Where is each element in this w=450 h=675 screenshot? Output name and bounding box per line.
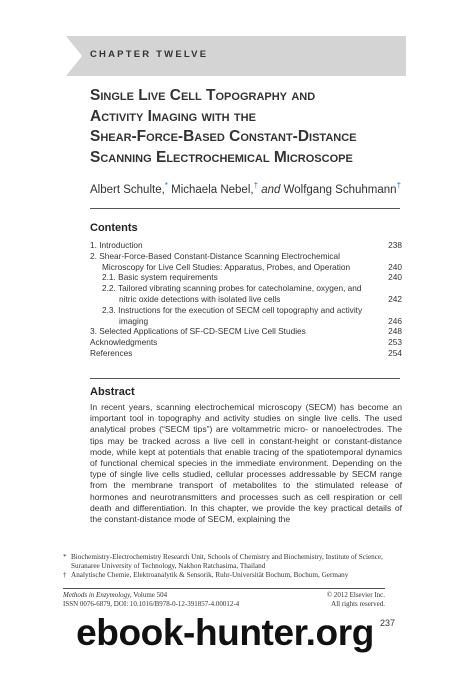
toc-text: References (90, 347, 133, 358)
toc-item[interactable] (90, 305, 402, 327)
footnote-mark: * (63, 553, 67, 561)
title-line: Shear-Force-Based Constant-Distance (90, 128, 357, 145)
footnote-text: Biochemistry-Electrochemistry Research Unit, Schools of Chemistry and Biochemistry, Institute of Science, Suranaree University of Technology, Nakhon Ratchasima, Thailand (71, 553, 383, 570)
title-line: Scanning Electrochemical Microscope (90, 148, 353, 166)
author-name: Albert Schulte, (90, 183, 165, 196)
toc-page: 253 (388, 337, 402, 348)
issn-doi[interactable]: ISSN 0076-6879, DOI: 10.1016/B978-0-12-391857-4.00012-4 (63, 600, 240, 608)
author-conjunction: and (258, 183, 284, 196)
footnote (63, 553, 385, 571)
publication-info (63, 591, 385, 609)
toc-text: Shear-Force-Based Constant-Distance Scanning Electrochemical Microscopy for Live Cell Studies: Apparatus, Probes, and Operation (99, 250, 351, 272)
toc-number: 1. (90, 240, 97, 250)
divider (90, 208, 400, 209)
toc-item[interactable] (90, 283, 402, 305)
abstract-heading: Abstract (90, 386, 135, 398)
toc-text: Acknowledgments (90, 337, 158, 348)
contents-heading: Contents (90, 222, 138, 234)
toc-item[interactable] (90, 337, 402, 348)
chapter-label: CHAPTER TWELVE (90, 49, 209, 60)
toc-page: 240 (388, 272, 402, 283)
toc-number: 2.1. (102, 272, 116, 283)
title-line: Activity Imaging with the (90, 107, 256, 125)
rights-notice: All rights reserved. (331, 600, 385, 608)
chapter-title (90, 86, 420, 168)
toc-item[interactable] (90, 326, 402, 337)
toc-page: 242 (388, 293, 402, 304)
footnotes (63, 553, 385, 580)
affiliation-mark[interactable]: † (396, 181, 402, 190)
toc-number: 2.2. (102, 283, 116, 294)
toc-text: Introduction (99, 240, 143, 250)
toc-page: 246 (388, 315, 402, 326)
footnote-text: Analytische Chemie, Elektroanalytik & Sensorik, Ruhr-Universität Bochum, Bochum, Germany (71, 571, 349, 579)
watermark: ebook-hunter.org (76, 612, 374, 653)
title-line: Single Live Cell Topography and (90, 87, 316, 104)
toc-text: Basic system requirements (118, 272, 218, 283)
toc-item[interactable] (90, 348, 402, 359)
toc-page: 238 (388, 240, 402, 250)
abstract-text: In recent years, scanning electrochemical microscopy (SECM) has become an important tool in topography and activity studies on single live cells. The used analytical probes (“SECM tips”) are voltammetric micro- or nanoelectrodes. The tips may be tracked across a live cell in constant-height or constant-distance mode, while kept at potentials that enable tracing of the spatiotemporal dynamics of functional chemical species in the immediate environment. Depending on the type of single live cells studied, cellular processes addressable by SECM range from the membrane transport of metabolites to the stimulated release of hormones and neurotransmitters and processes such as cell respiration or cell death and differentiation. In this chapter, we provide the key practical details of the constant-distance mode of SECM, explaining the (90, 402, 402, 525)
toc-number: 2. (90, 250, 97, 261)
toc-item[interactable] (90, 251, 402, 273)
toc-number: 2.3. (102, 304, 116, 315)
toc-item[interactable] (90, 272, 402, 283)
footnote-mark: † (63, 571, 67, 579)
toc-text: Tailored vibrating scanning probes for catecholamine, oxygen, and nitric oxide detections with isolated live cells (118, 283, 362, 304)
journal-name: Methods in Enzymology, (63, 591, 132, 599)
toc-item[interactable] (90, 240, 402, 251)
chapter-banner-notch (66, 36, 82, 76)
copyright: © 2012 Elsevier Inc. (326, 591, 385, 599)
page-number: 237 (380, 618, 396, 628)
divider (90, 378, 400, 379)
table-of-contents (90, 240, 402, 359)
author-name: Wolfgang Schuhmann (283, 183, 397, 196)
toc-page: 248 (388, 326, 402, 337)
toc-text: Instructions for the execution of SECM cell topography and activity imaging (118, 304, 363, 326)
author-name: Michaela Nebel, (167, 183, 254, 196)
affiliation-mark[interactable]: † (253, 181, 259, 190)
affiliation-mark[interactable]: * (164, 181, 168, 190)
toc-text: Selected Applications of SF-CD-SECM Live Cell Studies (99, 326, 306, 337)
footnote (63, 571, 385, 580)
toc-page: 254 (388, 347, 402, 358)
toc-number: 3. (90, 326, 97, 337)
authors (90, 181, 420, 196)
toc-page: 240 (388, 261, 402, 272)
journal-volume: Volume 504 (131, 591, 168, 599)
divider (63, 588, 385, 589)
